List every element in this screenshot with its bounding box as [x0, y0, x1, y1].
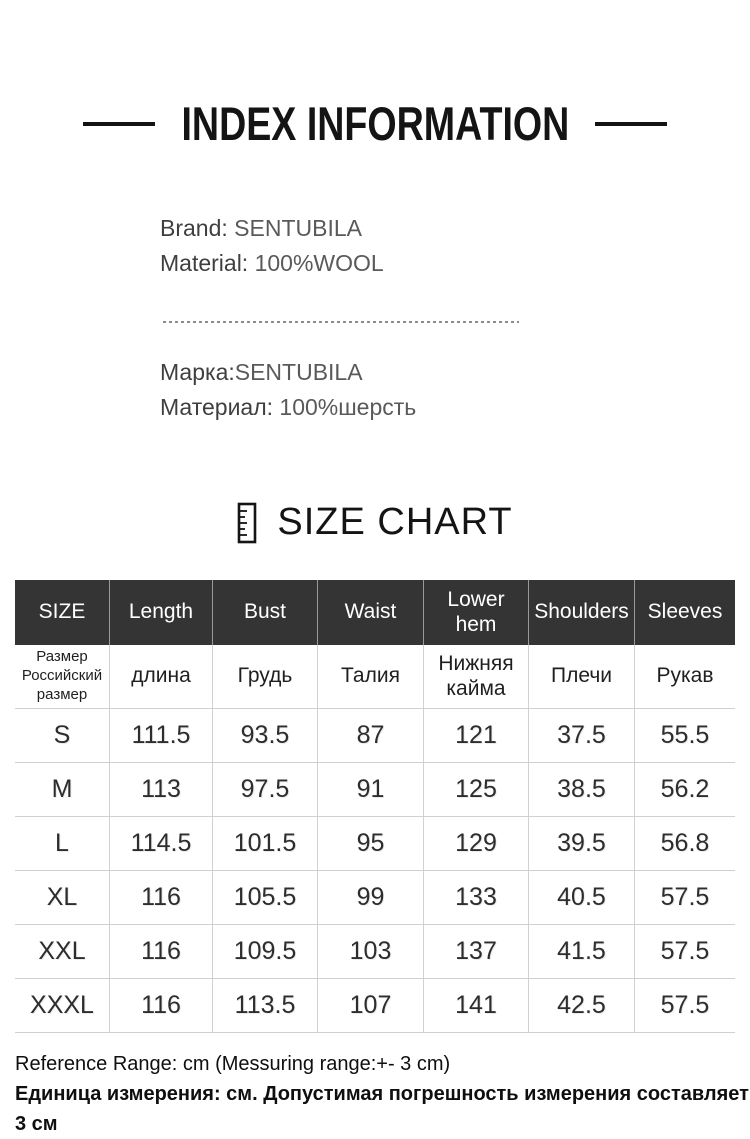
col-header-length: Length: [110, 580, 213, 645]
col-header-sleeves: Sleeves: [635, 580, 735, 645]
length-cell: 116: [110, 925, 213, 979]
col-header-shoulders: Shoulders: [529, 580, 635, 645]
size-cell: XXL: [15, 925, 110, 979]
length-cell: 111.5: [110, 709, 213, 763]
col-header-ru-waist: Талия: [318, 645, 424, 709]
waist-cell: 103: [318, 925, 424, 979]
size-cell: XXXL: [15, 979, 110, 1033]
material-line: [160, 246, 750, 281]
lower-hem-cell: 133: [424, 871, 529, 925]
lower-hem-cell: 129: [424, 817, 529, 871]
dotted-divider: [163, 321, 519, 323]
lower-hem-cell: 125: [424, 763, 529, 817]
brand-label-ru: Марка:: [160, 359, 235, 385]
size-chart-title: SIZE CHART: [277, 501, 513, 543]
material-label-ru: Материал:: [160, 394, 274, 420]
sleeves-cell: 55.5: [635, 709, 735, 763]
sleeves-cell: 57.5: [635, 925, 735, 979]
table-row-l: [15, 817, 735, 871]
bust-cell: 101.5: [213, 817, 318, 871]
shoulders-cell: 38.5: [529, 763, 635, 817]
col-header-ru-lower-hem: Нижняя кайма: [424, 645, 529, 709]
sleeves-cell: 57.5: [635, 871, 735, 925]
brand-line: [160, 211, 750, 246]
waist-cell: 95: [318, 817, 424, 871]
col-header-ru-length: длина: [110, 645, 213, 709]
bust-cell: 105.5: [213, 871, 318, 925]
lower-hem-cell: 121: [424, 709, 529, 763]
product-info-ru: [160, 355, 750, 425]
material-label: Material:: [160, 250, 249, 276]
table-row-xl: [15, 871, 735, 925]
size-cell: M: [15, 763, 110, 817]
size-cell: XL: [15, 871, 110, 925]
length-cell: 113: [110, 763, 213, 817]
size-chart-table: [15, 580, 735, 1033]
brand-value-ru: SENTUBILA: [234, 359, 363, 385]
ruler-icon: [237, 502, 257, 544]
material-value-ru: 100%шерсть: [273, 394, 417, 420]
col-header-bust: Bust: [213, 580, 318, 645]
bust-cell: 113.5: [213, 979, 318, 1033]
waist-cell: 99: [318, 871, 424, 925]
bust-cell: 109.5: [213, 925, 318, 979]
col-header-ru-bust: Грудь: [213, 645, 318, 709]
header-row-ru: [15, 645, 735, 709]
waist-cell: 107: [318, 979, 424, 1033]
brand-line-ru: [160, 355, 750, 390]
lower-hem-cell: 137: [424, 925, 529, 979]
brand-label: Brand:: [160, 215, 228, 241]
title-line-left: [83, 122, 155, 126]
index-information-header: [0, 0, 750, 151]
size-cell: S: [15, 709, 110, 763]
product-info-en: [160, 211, 750, 281]
sleeves-cell: 57.5: [635, 979, 735, 1033]
shoulders-cell: 39.5: [529, 817, 635, 871]
bust-cell: 93.5: [213, 709, 318, 763]
length-cell: 114.5: [110, 817, 213, 871]
waist-cell: 91: [318, 763, 424, 817]
size-chart-heading: [0, 501, 750, 544]
sleeves-cell: 56.2: [635, 763, 735, 817]
shoulders-cell: 40.5: [529, 871, 635, 925]
col-header-ru-size: Размер Российский размер: [15, 645, 110, 709]
title-line-right: [595, 122, 667, 126]
material-value: 100%WOOL: [248, 250, 384, 276]
table-row-xxxl: [15, 979, 735, 1033]
size-cell: L: [15, 817, 110, 871]
length-cell: 116: [110, 979, 213, 1033]
bust-cell: 97.5: [213, 763, 318, 817]
page-title: INDEX INFORMATION: [181, 97, 569, 150]
table-row-s: [15, 709, 735, 763]
reference-range-note: Reference Range: cm (Messuring range:+- 3 cm): [15, 1053, 451, 1075]
shoulders-cell: 42.5: [529, 979, 635, 1033]
waist-cell: 87: [318, 709, 424, 763]
table-row-m: [15, 763, 735, 817]
lower-hem-cell: 141: [424, 979, 529, 1033]
col-header-ru-sleeves: Рукав: [635, 645, 735, 709]
col-header-waist: Waist: [318, 580, 424, 645]
col-header-size: SIZE: [15, 580, 110, 645]
sleeves-cell: 56.8: [635, 817, 735, 871]
shoulders-cell: 41.5: [529, 925, 635, 979]
header-row-en: [15, 580, 735, 645]
length-cell: 116: [110, 871, 213, 925]
col-header-lower-hem: Lower hem: [424, 580, 529, 645]
brand-value: SENTUBILA: [227, 215, 362, 241]
shoulders-cell: 37.5: [529, 709, 635, 763]
table-row-xxl: [15, 925, 735, 979]
reference-range-note-ru: Единица измерения: см. Допустимая погрешность измерения составляет 3 см: [15, 1083, 749, 1135]
material-line-ru: [160, 390, 750, 425]
col-header-ru-shoulders: Плечи: [529, 645, 635, 709]
measurement-notes: [15, 1049, 750, 1139]
